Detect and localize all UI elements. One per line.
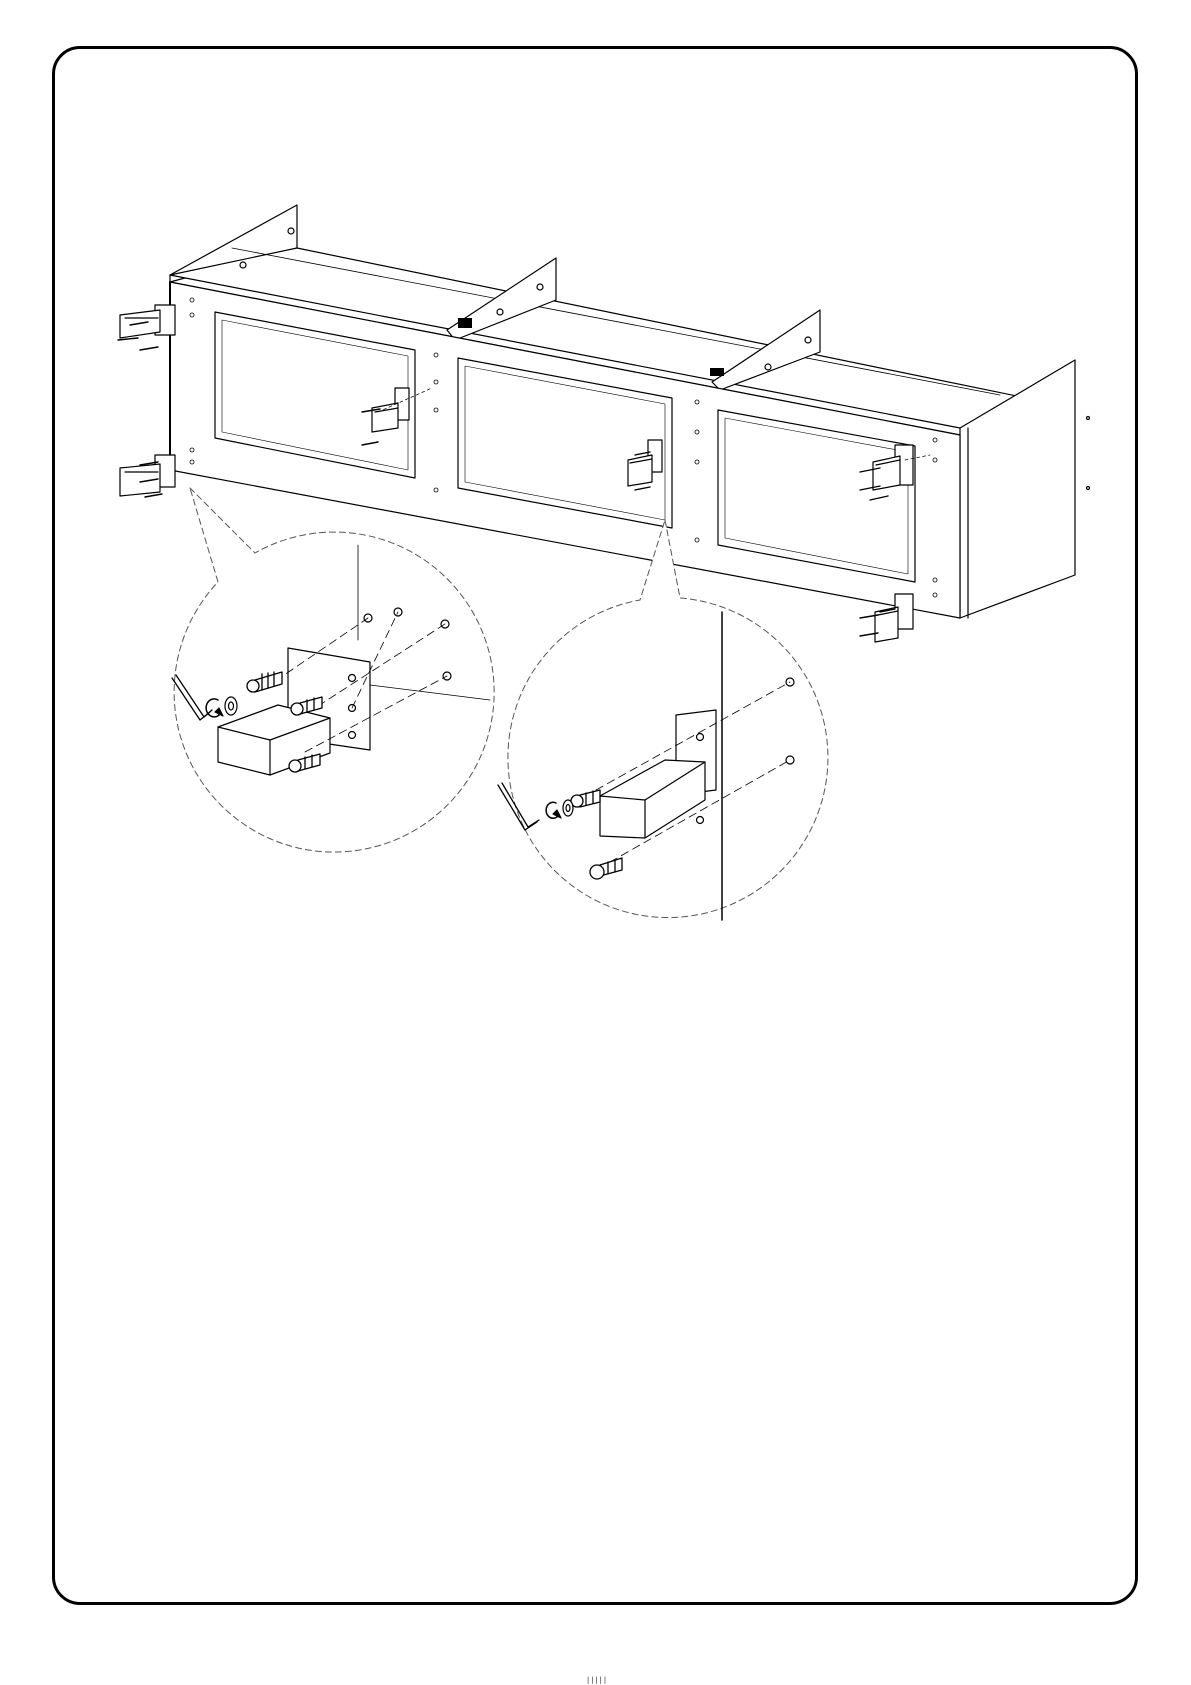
bracket-top-left [118,305,175,350]
footer-mark: ||||| [586,1676,608,1684]
bracket-bottom-left [120,455,175,497]
washer-icon [563,800,573,816]
washer-icon [225,697,237,715]
detail-left-bracket [172,488,494,852]
